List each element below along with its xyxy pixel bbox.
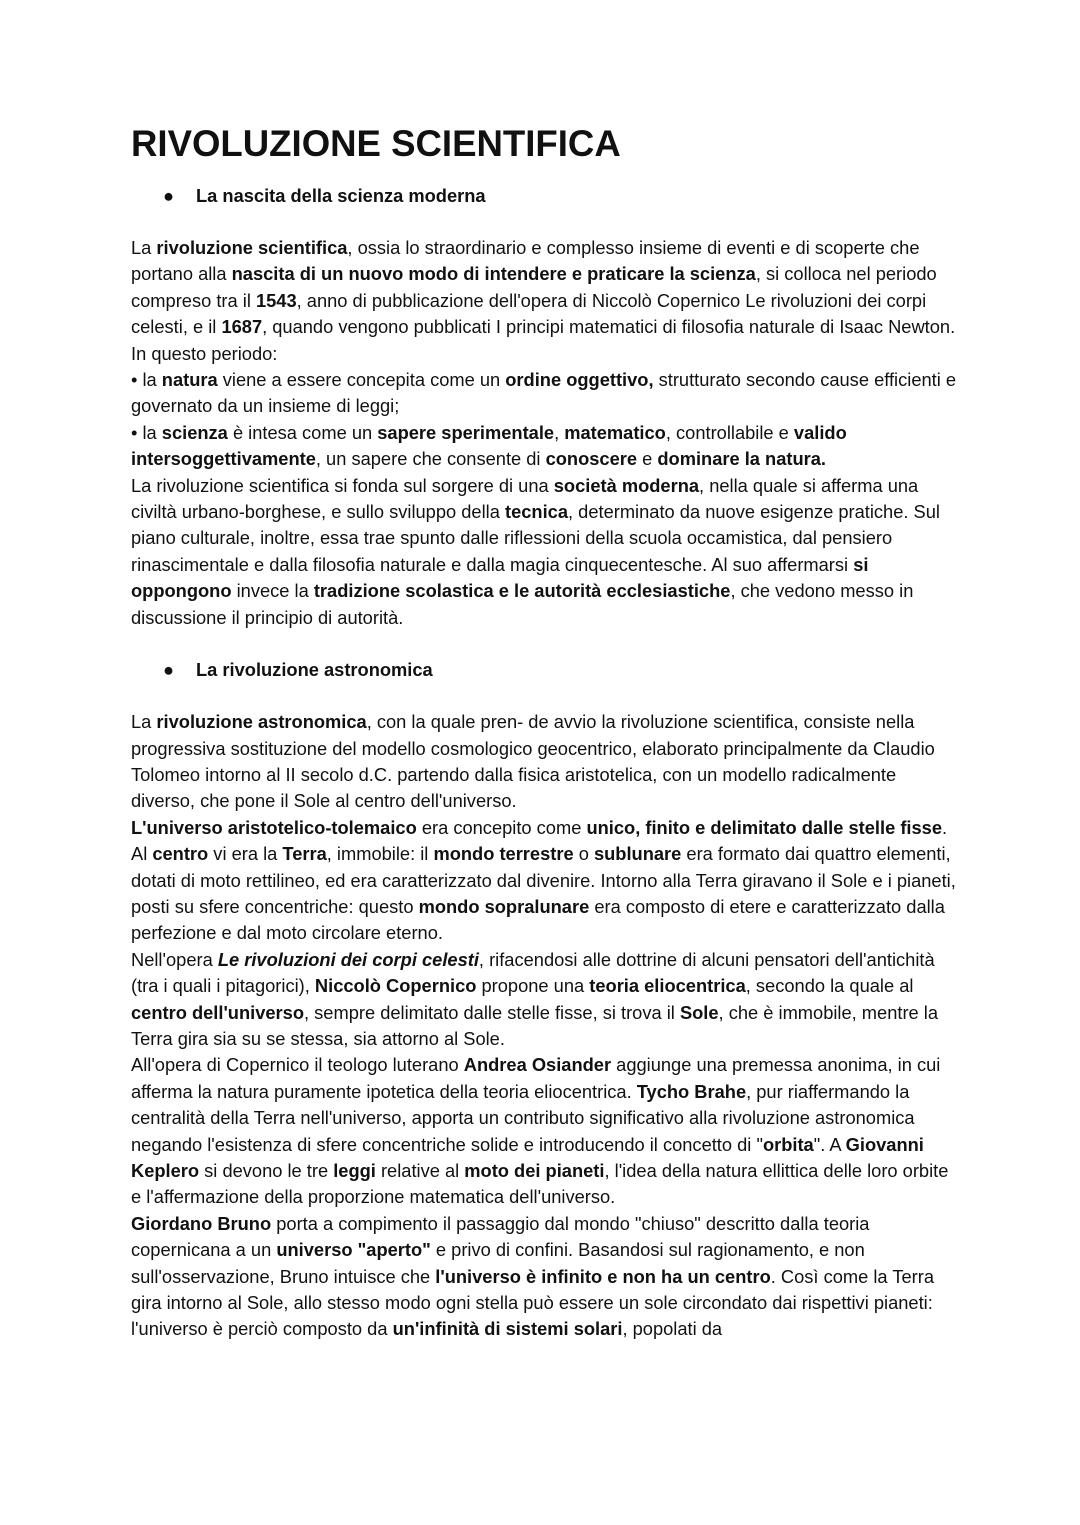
paragraph-text: La	[131, 237, 157, 258]
emphasis-text: 1543	[255, 289, 297, 311]
paragraph	[131, 420, 961, 473]
paragraph	[131, 1052, 961, 1210]
paragraph-text: , popolati da	[622, 1318, 723, 1340]
paragraph-text: porta a compimento il passaggio dal mondo "chiuso" descritto dalla teoria copernicana a un	[131, 1212, 870, 1261]
paragraph-text: Nell'opera	[131, 948, 218, 970]
paragraph-text: , nella quale si afferma una civiltà urbano-borghese, e sullo sviluppo della	[131, 474, 919, 523]
emphasis-text: rivoluzione astronomica	[156, 711, 367, 733]
paragraph-text: e privo di confini. Basandosi sul ragionamento, e non sull'osservazione, Bruno intuisce che	[131, 1239, 865, 1287]
emphasis-text: 1687	[221, 316, 263, 338]
emphasis-text: si oppongono	[131, 553, 869, 602]
paragraph	[131, 947, 961, 1053]
section-heading-2	[131, 657, 961, 683]
section-heading-label: La rivoluzione astronomica	[196, 659, 433, 681]
paragraph-text: , l'idea della natura ellittica delle loro orbite e l'affermazione della proporzione matematica dell'universo.	[131, 1160, 949, 1208]
emphasis-text: centro	[152, 843, 209, 865]
emphasis-text: leggi	[333, 1160, 376, 1181]
paragraph-text: vi era la	[208, 843, 283, 865]
emphasis-text: tradizione scolastica e le autorità ecclesiastiche	[313, 580, 731, 602]
emphasis-text: Niccolò Copernico	[314, 975, 477, 997]
section-heading-1	[131, 183, 961, 209]
paragraph-text: , un sapere che consente di	[315, 448, 546, 470]
emphasis-text: società moderna	[553, 474, 700, 496]
paragraph-text: • la	[131, 421, 162, 443]
emphasis-text: dominare la natura.	[657, 448, 826, 470]
paragraph-text: aggiunge una premessa anonima, in cui afferma la natura puramente ipotetica della teoria eliocentrica.	[131, 1054, 941, 1102]
emphasis-text: Tycho Brahe	[636, 1080, 747, 1102]
emphasis-text: Andrea Osiander	[463, 1054, 612, 1076]
paragraph	[131, 709, 961, 815]
paragraph-text: , anno di pubblicazione dell'opera di Niccolò Copernico Le rivoluzioni dei corpi celesti, e il	[131, 289, 927, 338]
paragraph-text: , con la quale pren- de avvio la rivoluzione scientifica, consiste nella progressiva sostituzione del modello cosmologico geocentrico, elaborato principalmente da Claudio Tolomeo intorno al II secolo d.C. partendo dalla fisica aristotelica, con un modello radicalmente diverso, che pone il Sole al centro dell'universo.	[131, 711, 935, 812]
paragraph-text: relative al	[375, 1160, 465, 1181]
emphasis-text: valido intersoggettivamente	[131, 421, 847, 470]
paragraph-text: , determinato da nuove esigenze pratiche. Sul piano culturale, inoltre, essa trae spunto dalle riflessioni della scuola occamistica, dal pensiero rinascimentale e dalla filosofia naturale e dalla magia cinquecentesche. Al suo affermarsi	[131, 501, 940, 575]
paragraph-text: è intesa come un	[227, 421, 378, 443]
emphasis-text: teoria eliocentrica	[589, 975, 746, 997]
emphasis-text: Terra	[282, 843, 327, 865]
emphasis-text: unico, finito e delimitato dalle stelle fisse	[586, 816, 943, 838]
emphasis-text: un'infinità di sistemi solari	[392, 1318, 623, 1340]
section-heading-label: La nascita della scienza moderna	[196, 185, 486, 206]
paragraph-text: ,	[554, 421, 565, 443]
emphasis-text: sapere sperimentale	[377, 421, 555, 443]
emphasis-text: l'universo è infinito e non ha un centro	[435, 1265, 771, 1287]
paragraph-text: , quando vengono pubblicati I principi matematici di filosofia naturale di Isaac Newton. In questo periodo:	[131, 316, 956, 364]
paragraph-text: o	[573, 843, 594, 865]
paragraph-text: era composto di etere e caratterizzato dalla perfezione e dal moto circolare eterno.	[131, 895, 945, 944]
paragraph	[131, 367, 961, 420]
emphasis-text: L'universo aristotelico-tolemaico	[131, 816, 417, 838]
emphasis-text: centro dell'universo	[131, 1001, 304, 1023]
paragraph-text: , si colloca nel periodo compreso tra il	[131, 263, 937, 311]
paragraph-text: , sempre delimitato dalle stelle fisse, si trova il	[304, 1001, 680, 1023]
paragraph-text: propone una	[476, 975, 590, 997]
paragraph	[131, 235, 961, 367]
section-body-1	[131, 235, 961, 631]
paragraph-text: , controllabile e	[665, 421, 794, 443]
paragraph-text: era formato dai quattro elementi, dotati di moto rettilineo, ed era caratterizzato dal divenire. Intorno alla Terra giravano il Sole e i pianeti, posti su sfere concentriche: questo	[131, 843, 956, 917]
paragraph-text: ". A	[813, 1133, 846, 1155]
emphasis-text: Le rivoluzioni dei corpi celesti	[217, 948, 479, 970]
paragraph-text: , immobile: il	[326, 843, 434, 865]
paragraph-text: invece la	[231, 580, 314, 602]
emphasis-text: sublunare	[593, 843, 682, 865]
emphasis-text: mondo sopralunare	[418, 895, 590, 917]
paragraph-text: , secondo la quale al	[745, 975, 914, 997]
paragraph-text: . Al	[131, 816, 948, 865]
emphasis-text: matematico	[564, 421, 666, 443]
paragraph-text: • la	[131, 369, 162, 391]
paragraph-text: , rifacendosi alle dottrine di alcuni pensatori dell'antichità (tra i quali i pitagorici),	[131, 948, 935, 997]
emphasis-text: ordine oggettivo,	[505, 369, 654, 391]
document-title: RIVOLUZIONE SCIENTIFICA	[131, 123, 621, 164]
paragraph-text: La rivoluzione scientifica si fonda sul sorgere di una	[131, 474, 554, 496]
paragraph-text: La	[131, 711, 157, 733]
paragraph-text: . Così come la Terra gira intorno al Sole, allo stesso modo ogni stella può essere un sole circondato dai rispettivi pianeti: l'universo è perciò composto da	[131, 1265, 934, 1340]
emphasis-text: universo "aperto"	[276, 1239, 431, 1261]
emphasis-text: orbita	[762, 1133, 814, 1155]
emphasis-text: Giordano Bruno	[131, 1212, 272, 1234]
emphasis-text: Sole	[679, 1001, 719, 1023]
emphasis-text: scienza	[161, 421, 228, 443]
paragraph	[131, 473, 961, 631]
paragraph	[131, 1211, 961, 1343]
paragraph-text: viene a essere concepita come un	[217, 369, 506, 391]
paragraph-text: e	[637, 448, 658, 470]
emphasis-text: rivoluzione scientifica	[156, 237, 348, 258]
document-page	[131, 123, 961, 1343]
emphasis-text: tecnica	[504, 501, 568, 523]
emphasis-text: conoscere	[545, 448, 638, 470]
emphasis-text: nascita di un nuovo modo di intendere e praticare la scienza	[231, 263, 756, 285]
section-body-2	[131, 709, 961, 1343]
bullet-icon: ●	[163, 185, 175, 206]
paragraph-text: All'opera di Copernico il teologo luterano	[131, 1054, 464, 1076]
bullet-icon: ●	[163, 659, 175, 681]
emphasis-text: natura	[161, 369, 218, 391]
paragraph-text: si devono le tre	[199, 1160, 334, 1181]
paragraph-text: era concepito come	[416, 816, 587, 838]
paragraph	[131, 815, 961, 947]
paragraph-text: strutturato secondo cause efficienti e governato da un insieme di leggi;	[131, 369, 957, 417]
paragraph-text: , che è immobile, mentre la Terra gira sia su se stessa, sia attorno al Sole.	[131, 1001, 939, 1049]
emphasis-text: mondo terrestre	[433, 843, 574, 865]
paragraph-text: , pur riaffermando la centralità della Terra nell'universo, apporta un contributo significativo alla rivoluzione astronomica negando l'esistenza di sfere concentriche solide e introducendo il concetto di "	[131, 1080, 915, 1155]
emphasis-text: Giovanni Keplero	[131, 1133, 924, 1181]
paragraph-text: , che vedono messo in discussione il principio di autorità.	[131, 580, 914, 628]
paragraph-text: , ossia lo straordinario e complesso insieme di eventi e di scoperte che portano alla	[131, 237, 920, 285]
emphasis-text: moto dei pianeti	[464, 1160, 605, 1181]
